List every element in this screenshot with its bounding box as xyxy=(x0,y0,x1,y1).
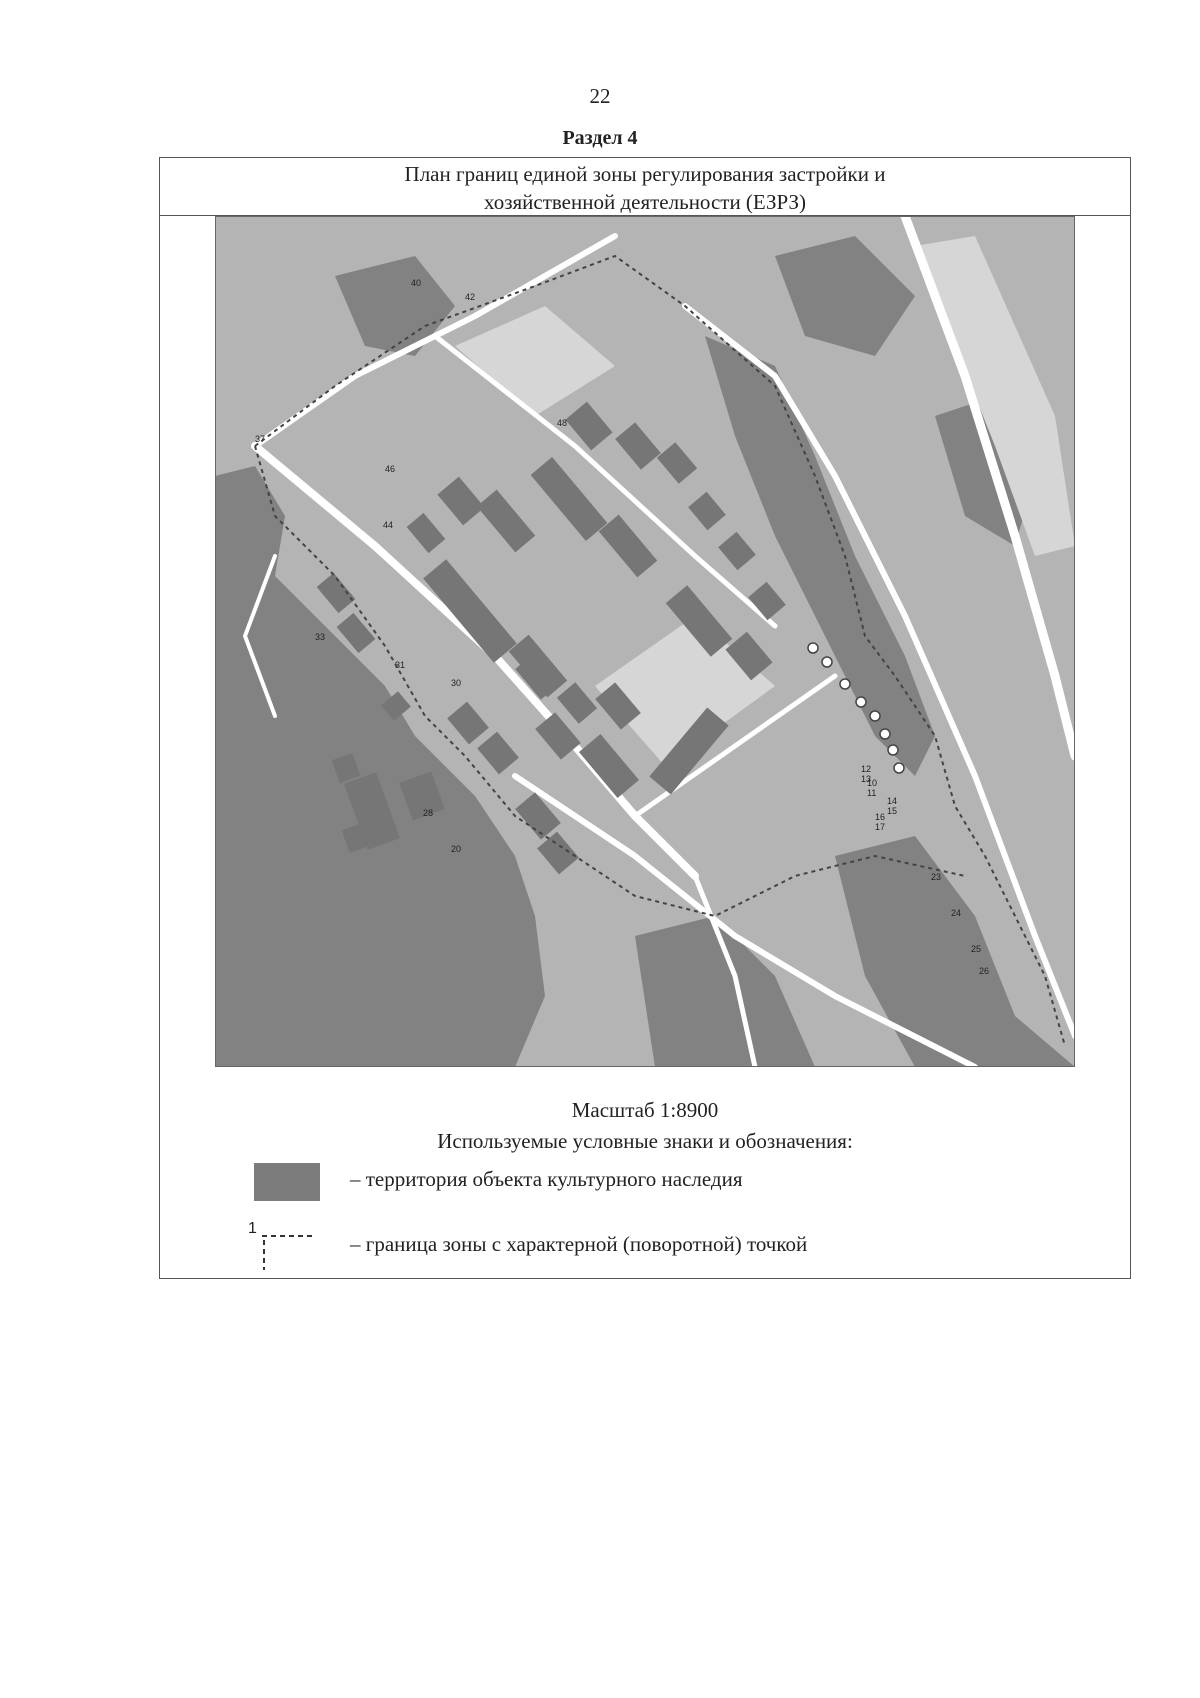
point-label: 40 xyxy=(411,278,422,288)
point-label: 26 xyxy=(979,966,990,976)
point-label: 11 xyxy=(867,788,877,798)
point-label: 44 xyxy=(383,520,394,530)
zone-boundary-marker-icon xyxy=(246,1226,326,1270)
turning-point-marker xyxy=(808,643,818,653)
section-title: Раздел 4 xyxy=(562,127,638,149)
aerial-map xyxy=(215,216,1075,1067)
zone-boundary-marker-label: 1 xyxy=(248,1220,257,1237)
point-label: 20 xyxy=(451,844,462,854)
plan-title xyxy=(160,158,1130,216)
plan-title-line1: План границ единой зоны регулирования застройки и xyxy=(404,162,886,186)
point-label: 42 xyxy=(465,292,476,302)
point-label: 12 xyxy=(861,764,872,774)
legend-title: Используемые условные знаки и обозначения: xyxy=(437,1129,853,1153)
turning-point-marker xyxy=(888,745,898,755)
turning-point-marker xyxy=(894,763,904,773)
point-label: 23 xyxy=(931,872,942,882)
turning-point-marker xyxy=(856,697,866,707)
point-label: 16 xyxy=(875,812,886,822)
point-label: 37 xyxy=(255,434,266,444)
point-label: 31 xyxy=(395,660,406,670)
plan-frame xyxy=(159,157,1131,1279)
legend-item-text: – граница зоны с характерной (поворотной) точкой xyxy=(350,1232,808,1256)
point-label: 17 xyxy=(875,822,886,832)
point-label: 30 xyxy=(451,678,462,688)
turning-point-marker xyxy=(840,679,850,689)
turning-point-marker xyxy=(870,711,880,721)
point-label: 10 xyxy=(867,778,878,788)
plan-title-line2: хозяйственной деятельности (ЕЗРЗ) xyxy=(484,190,806,214)
turning-point-marker xyxy=(880,729,890,739)
map-scale: Масштаб 1:8900 xyxy=(571,1098,719,1122)
point-label: 13 xyxy=(861,774,872,784)
point-label: 28 xyxy=(423,808,434,818)
legend-item-text: – территория объекта культурного наследия xyxy=(350,1167,743,1191)
point-label: 25 xyxy=(971,944,982,954)
page-number: 22 xyxy=(589,84,611,108)
point-label: 33 xyxy=(315,632,326,642)
point-label: 48 xyxy=(557,418,568,428)
point-label: 15 xyxy=(887,806,898,816)
point-label: 24 xyxy=(951,908,962,918)
turning-point-marker xyxy=(822,657,832,667)
point-label: 14 xyxy=(887,796,898,806)
point-label: 46 xyxy=(385,464,396,474)
heritage-territory-swatch-icon xyxy=(254,1163,320,1201)
